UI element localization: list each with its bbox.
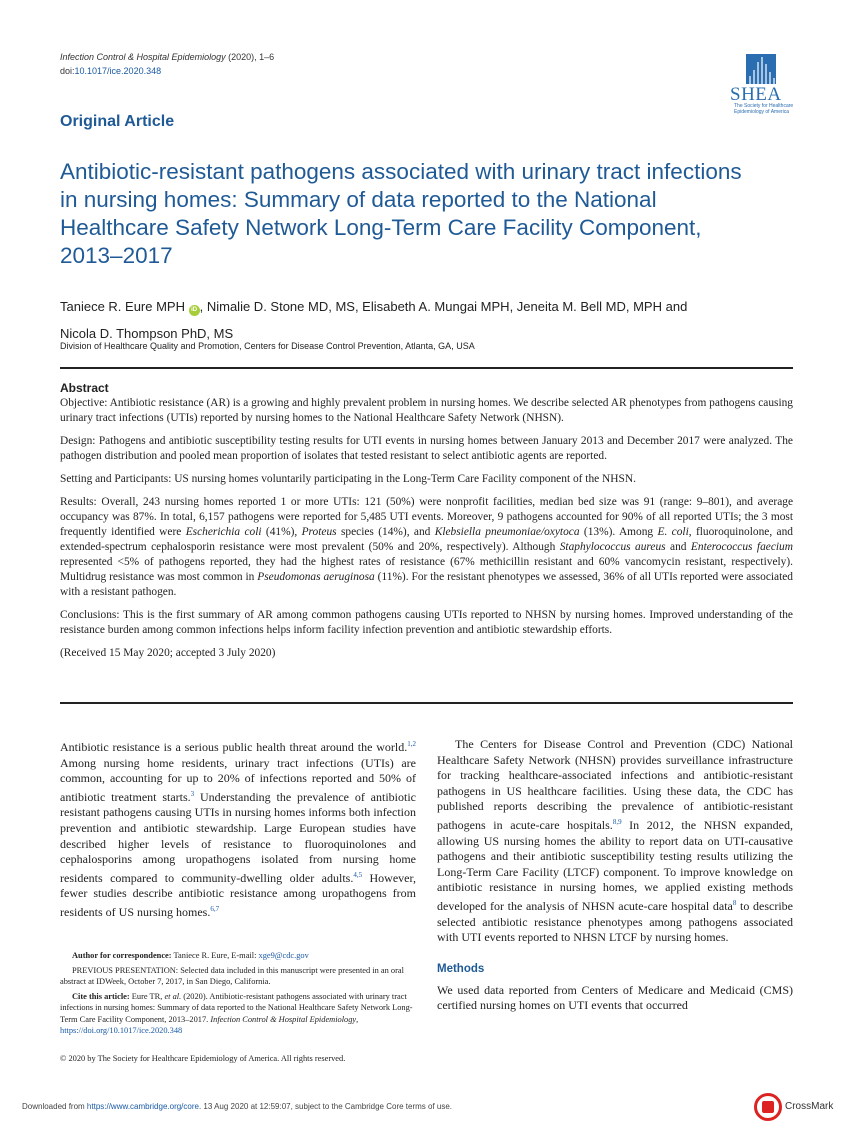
results-text: represented <5% of pathogens reported, they had the highest rates of resistance (67% methicillin resistant and 60% vancomycin resistant, respectively). Multidrug resistance was most common in xyxy=(60,556,793,583)
note-text: Taniece R. Eure, E-mail: xyxy=(171,951,259,960)
cite-note xyxy=(60,991,416,1037)
note-text: Infection Control & Hospital Epidemiology xyxy=(210,1014,357,1024)
results-species: Staphylococcus aureus xyxy=(559,541,666,553)
abstract-heading: Abstract xyxy=(60,381,109,395)
crossmark-label: CrossMark xyxy=(785,1101,834,1112)
shea-logo-icon xyxy=(746,54,776,84)
body-text: to describe selected antibiotic resistance phenotypes among pathogens associated with UTI events reported to NHSN LTCF by nursing homes. xyxy=(437,898,794,945)
methods-paragraph: We used data reported from Centers of Medicare and Medicaid (CMS) certified nursing homes on UTI events that occurred xyxy=(437,982,793,1013)
doi-link[interactable]: https://doi.org/10.1017/ice.2020.348 xyxy=(60,1026,183,1035)
results-text: (13%). Among xyxy=(579,526,658,538)
doi-prefix: doi: xyxy=(60,66,75,76)
results-text: , fluoroquinolone, and extended-spectrum cephalosporin resistance were most prevalent (50% and 20%, respectively). Although xyxy=(60,526,793,553)
results-text: and xyxy=(665,541,691,553)
abstract-bottom-rule xyxy=(60,702,793,704)
note-label: Author for correspondence: xyxy=(72,951,172,960)
shea-logo xyxy=(728,54,794,116)
footnotes xyxy=(60,950,416,1040)
results-text: species (14%), and xyxy=(336,526,435,538)
results-species: Pseudomonas aeruginosa xyxy=(257,571,375,583)
journal-header xyxy=(60,50,274,78)
journal-year-pages: (2020), 1–6 xyxy=(225,52,275,62)
reference-link[interactable]: 8 xyxy=(732,898,737,907)
abstract-objective: Objective: Antibiotic resistance (AR) is a growing and highly prevalent problem in nursing homes. We describe selected AR phenotypes from pathogens causing urinary tract infections (UTIs) reported by nursing homes to the National Healthcare Safety Network (NHSN). xyxy=(60,397,793,424)
note-text: (2020). Antibiotic-resistant pathogens associated with urinary tract infections in nursing homes: Summary of data reported to the National Healthcare Safety Network Long-Term Care Facility Component, 2013–2017. xyxy=(60,991,413,1024)
email-link[interactable]: xge9@cdc.gov xyxy=(258,951,309,960)
doi-link[interactable]: 10.1017/ice.2020.348 xyxy=(74,66,162,76)
note-text: et al. xyxy=(164,991,182,1001)
note-label: Cite this article: xyxy=(72,991,130,1001)
results-species: Escherichia coli xyxy=(185,526,262,538)
reference-link[interactable]: 1,2 xyxy=(407,740,416,748)
reference-link[interactable]: 3 xyxy=(190,789,195,798)
results-text: Results: Overall, 243 nursing homes reported 1 or more UTIs: 121 (50%) were nonprofit facilities, median bed size was 91 (range: 9–801), and average occupancy was 87%. In total, 6,157 pathogens were reported for 5,485 UTI events. Moreover, 9 pathogens accounted for 90% of all reported UTIs; the 3 most frequently identified were xyxy=(60,496,793,538)
author-list xyxy=(60,293,760,347)
download-footer xyxy=(22,1102,452,1111)
correspondence-note xyxy=(60,950,416,962)
reference-link[interactable]: 6,7 xyxy=(210,904,220,913)
body-text: Among nursing home residents, urinary tract infections (UTIs) are common, accounting for up to 20% of infections reported and 50% of antibiotic treatment starts. xyxy=(60,755,416,804)
footer-text: . 13 Aug 2020 at 12:59:07, subject to the Cambridge Core terms of use. xyxy=(198,1102,453,1111)
footer-text: Downloaded from xyxy=(22,1102,87,1111)
copyright: © 2020 by The Society for Healthcare Epidemiology of America. All rights reserved. xyxy=(60,1054,346,1063)
intro-paragraph xyxy=(60,737,416,921)
body-text: Antibiotic resistance is a serious public health threat around the world. xyxy=(60,740,408,754)
reference-link[interactable]: 8,9 xyxy=(612,817,622,826)
results-text: (41%), xyxy=(261,526,302,538)
reference-link[interactable]: 4,5 xyxy=(353,870,363,879)
body-text: The Centers for Disease Control and Prevention (CDC) National Healthcare Safety Network (NHSN) provides surveillance infrastructure for tracking healthcare-associated infections and antibiotic-resistant pathogens in US healthcare facilities. Using these data, the CDC has published reports describing the prevalence of antibiotic-resistant pathogens in acute-care hospitals. xyxy=(437,737,793,832)
results-text: (11%). For the resistant phenotypes we assessed, 36% of all UTIs reported were associated with a resistant pathogen. xyxy=(60,571,794,598)
author-line2: Nicola D. Thompson PhD, MS xyxy=(60,326,234,341)
note-text: , xyxy=(356,1014,359,1024)
abstract-setting: Setting and Participants: US nursing homes voluntarily participating in the Long-Term Care Facility component of the NHSN. xyxy=(60,473,636,485)
body-text: In 2012, the NHSN expanded, allowing US nursing homes the ability to report data on UTI-causative pathogens and their antibiotic susceptibility testing results utilizing the Long-Term Care Facility (LTCF) component. To improve knowledge on antibiotic resistance in nursing homes, we applied existing methods developed for the analysis of NHSN acute-care hospital data xyxy=(437,817,793,913)
shea-logo-word: SHEA xyxy=(730,84,782,105)
shea-logo-tagline: The Society for Healthcare Epidemiology of America xyxy=(734,103,794,115)
note-text: Eure TR, xyxy=(129,991,165,1001)
left-column xyxy=(60,737,416,921)
orcid-icon[interactable]: iD xyxy=(189,305,200,316)
crossmark-button[interactable] xyxy=(754,1093,834,1123)
intro-paragraph-2 xyxy=(437,737,793,946)
body-text: However, fewer studies describe antibiotic resistance among uropathogens from residents of US nursing homes. xyxy=(60,870,417,919)
abstract-conclusions: Conclusions: This is the first summary of AR among common pathogens causing UTIs reported to NHSN by nursing homes. Improved understanding of the resistance burden among common infections helps inform facility infection prevention and antibiotic stewardship efforts. xyxy=(60,609,793,636)
author-first: Taniece R. Eure MPH xyxy=(60,299,185,314)
abstract-section xyxy=(60,381,793,669)
abstract-design: Design: Pathogens and antibiotic susceptibility testing results for UTI events in nursing homes between January 2013 and December 2017 were analyzed. The pathogen distribution and pooled mean proportion of isolates that tested resistant to select antibiotic agents are reported. xyxy=(60,435,793,462)
previous-presentation-note: PREVIOUS PRESENTATION: Selected data included in this manuscript were presented in an oral abstract at IDWeek, October 7, 2017, in San Diego, California. xyxy=(60,965,404,986)
author-rest: , Nimalie D. Stone MD, MS, Elisabeth A. Mungai MPH, Jeneita M. Bell MD, MPH and xyxy=(199,299,688,314)
methods-heading: Methods xyxy=(437,962,485,975)
article-type: Original Article xyxy=(60,113,175,130)
results-species: E. coli xyxy=(657,526,689,538)
article-title: Antibiotic-resistant pathogens associated with urinary tract infections in nursing homes: Summary of data reported to the National Healthcare Safety Network Long-Term Care Facility Component, 2013–2017 xyxy=(60,159,742,268)
results-species: Proteus xyxy=(301,526,337,538)
affiliation: Division of Healthcare Quality and Promotion, Centers for Disease Control Prevention, Atlanta, GA, USA xyxy=(60,341,475,351)
abstract-top-rule xyxy=(60,367,793,369)
abstract-received: (Received 15 May 2020; accepted 3 July 2020) xyxy=(60,647,276,659)
body-text: Understanding the prevalence of antibiotic resistant pathogens causing UTIs in nursing homes informs both infection prevention and antibiotic stewardship. Large European studies have described higher levels of resistance to fluoroquinolones and cephalosporins among uropathogens isolated from nursing home residents compared to community-dwelling older adults. xyxy=(60,789,417,885)
right-column xyxy=(437,737,793,1014)
results-species: Klebsiella pneumoniae/oxytoca xyxy=(434,526,580,538)
cambridge-core-link[interactable]: https://www.cambridge.org/core xyxy=(86,1102,199,1111)
journal-name: Infection Control & Hospital Epidemiology xyxy=(60,52,226,62)
crossmark-icon xyxy=(754,1093,782,1121)
abstract-results xyxy=(60,495,793,600)
results-species: Enterococcus faecium xyxy=(690,541,793,553)
